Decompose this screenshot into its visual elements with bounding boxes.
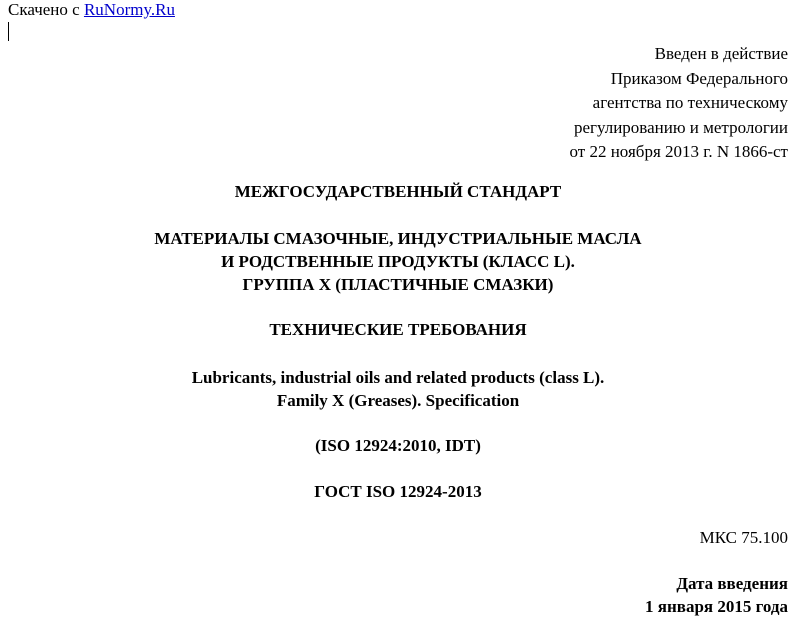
downloaded-prefix: Скачено с (8, 0, 84, 19)
english-title-line: Lubricants, industrial oils and related products (class L). (191, 368, 605, 387)
introduction-date-block (645, 572, 788, 618)
russian-title-line: МАТЕРИАЛЫ СМАЗОЧНЫЕ, ИНДУСТРИАЛЬНЫЕ МАСЛА (154, 229, 642, 248)
english-title (0, 366, 790, 412)
standard-type-text: МЕЖГОСУДАРСТВЕННЫЙ СТАНДАРТ (234, 182, 562, 201)
gost-number (0, 480, 790, 503)
approval-line: регулированию и метрологии (573, 117, 788, 137)
introduction-date-label: Дата введения (676, 574, 788, 593)
text-cursor (8, 22, 9, 41)
introduction-date-value: 1 января 2015 года (645, 597, 788, 616)
approval-line: Приказом Федерального (610, 68, 788, 88)
approval-line: агентства по техническому (592, 93, 788, 112)
russian-subtitle-text: ТЕХНИЧЕСКИЕ ТРЕБОВАНИЯ (269, 320, 527, 339)
gost-number-text: ГОСТ ISO 12924-2013 (314, 482, 482, 501)
mks-code: МКС 75.100 (699, 528, 788, 547)
source-site-link[interactable]: RuNormy.Ru (83, 0, 175, 19)
approval-block (570, 42, 789, 165)
iso-reference-text: (ISO 12924:2010, IDT) (315, 436, 481, 455)
russian-subtitle (0, 318, 790, 341)
iso-reference (0, 434, 790, 457)
english-title-line: Family X (Greases). Specification (276, 391, 520, 410)
russian-title-line: ГРУППА X (ПЛАСТИЧНЫЕ СМАЗКИ) (242, 275, 554, 294)
source-line (8, 0, 175, 20)
russian-title (0, 227, 790, 296)
standard-type-heading (0, 180, 790, 203)
approval-line: Введен в действие (654, 44, 788, 63)
approval-line: от 22 ноября 2013 г. N 1866-ст (569, 142, 788, 161)
russian-title-line: И РОДСТВЕННЫЕ ПРОДУКТЫ (КЛАСС L). (221, 252, 575, 271)
